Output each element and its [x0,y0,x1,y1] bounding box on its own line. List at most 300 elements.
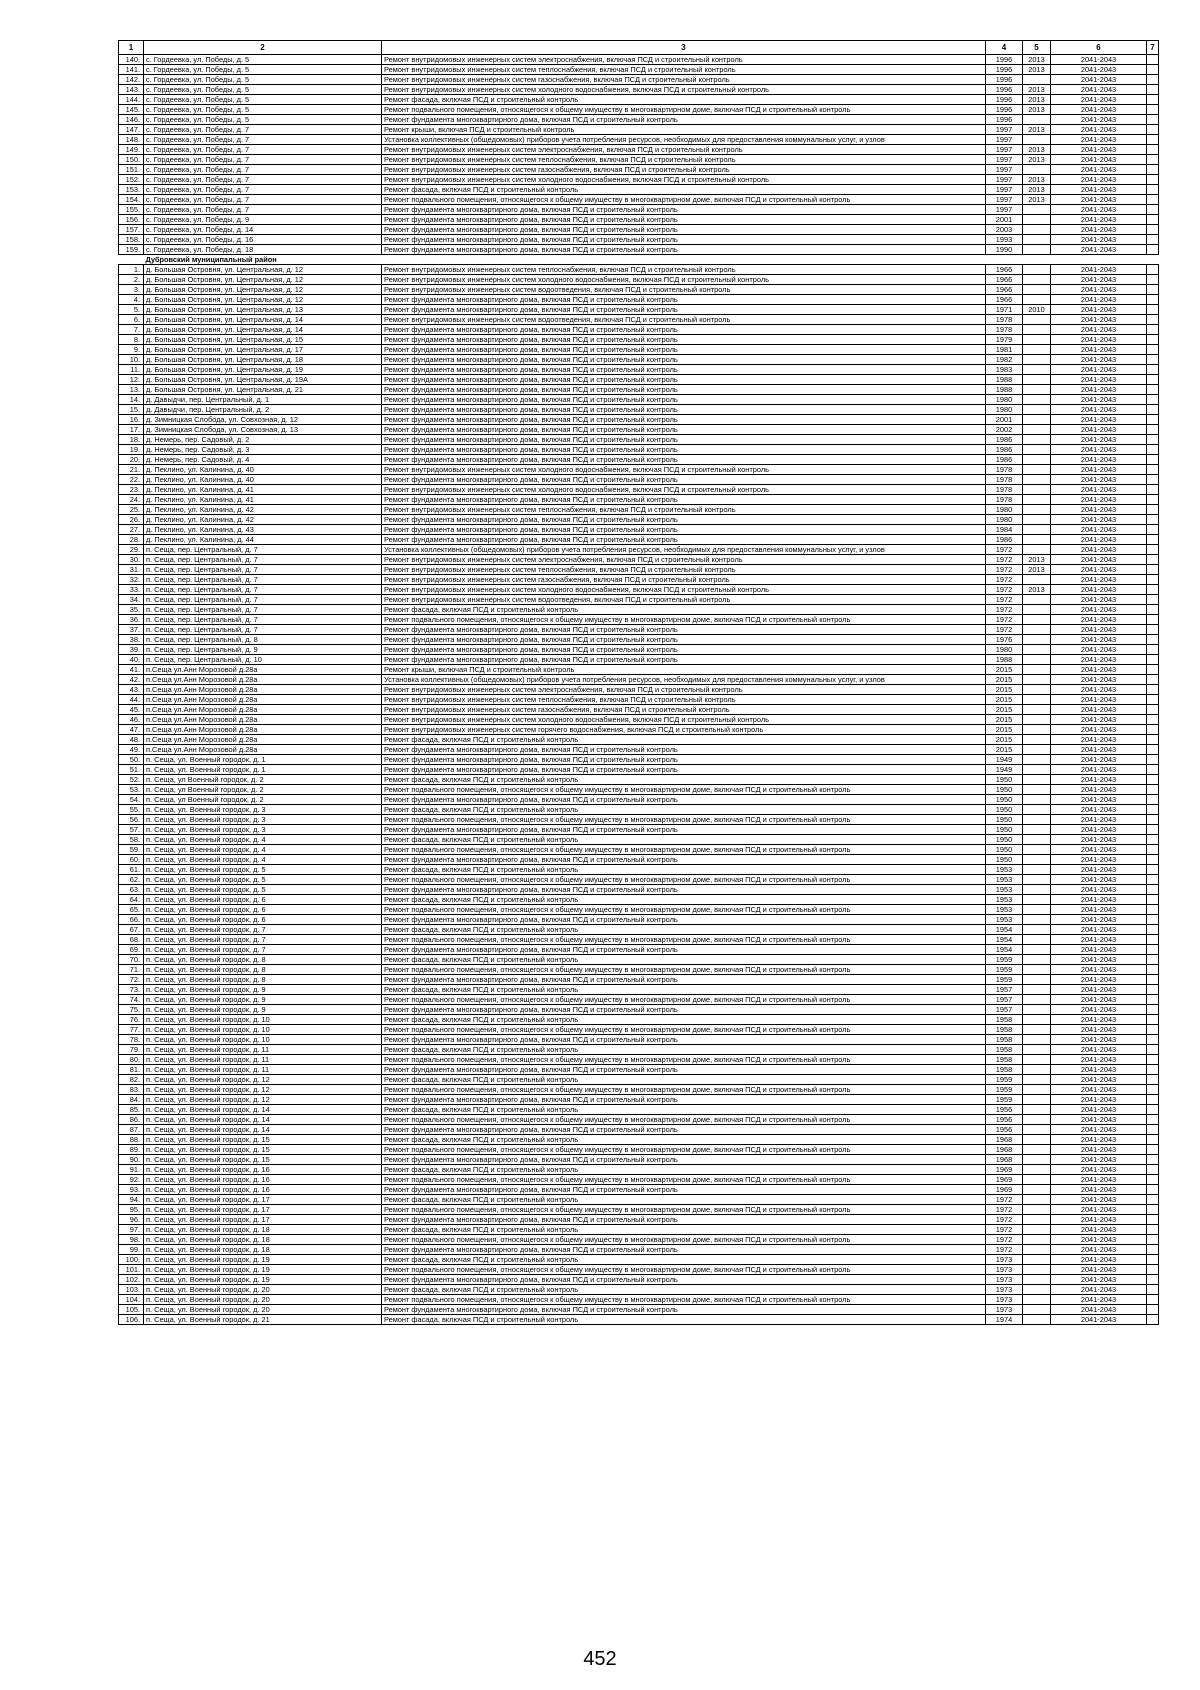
completed-year-cell [1023,385,1051,395]
table-row [119,125,1159,135]
planned-period-cell: 2041-2043 [1051,985,1147,995]
year-cell: 1972 [986,575,1023,585]
planned-period-cell: 2041-2043 [1051,315,1147,325]
planned-period-cell: 2041-2043 [1051,995,1147,1005]
work-type-cell: Ремонт фундамента многоквартирного дома, включая ПСД и строительный контроль [382,405,986,415]
extra-cell [1147,425,1159,435]
year-cell: 1988 [986,375,1023,385]
extra-cell [1147,685,1159,695]
work-type-cell: Ремонт подвального помещения, относящегося к общему имуществу в многоквартирном доме, включая ПСД и строительный контроль [382,965,986,975]
planned-period-cell: 2041-2043 [1051,865,1147,875]
completed-year-cell [1023,405,1051,415]
table-row [119,705,1159,715]
row-number-cell: 90. [119,1155,144,1165]
table-row [119,1235,1159,1245]
completed-year-cell: 2013 [1023,65,1051,75]
completed-year-cell [1023,485,1051,495]
row-number-cell: 92. [119,1175,144,1185]
row-number-cell: 48. [119,735,144,745]
table-row [119,1015,1159,1025]
row-number-cell: 2. [119,275,144,285]
completed-year-cell [1023,695,1051,705]
extra-cell [1147,485,1159,495]
extra-cell [1147,1085,1159,1095]
planned-period-cell: 2041-2043 [1051,1315,1147,1325]
address-cell: п. Сеща, ул. Военный городок, д. 19 [144,1265,382,1275]
extra-cell [1147,475,1159,485]
table-row [119,415,1159,425]
extra-cell [1147,625,1159,635]
extra-cell [1147,385,1159,395]
year-cell: 1969 [986,1185,1023,1195]
address-cell: п.Сеща ул.Анн Морозовой д.28а [144,725,382,735]
row-number-cell: 32. [119,575,144,585]
address-cell: с. Гордеевка, ул. Победы, д. 7 [144,135,382,145]
address-cell: п. Сеща, ул. Военный городок, д. 10 [144,1035,382,1045]
extra-cell [1147,55,1159,65]
planned-period-cell: 2041-2043 [1051,65,1147,75]
row-number-cell: 26. [119,515,144,525]
planned-period-cell: 2041-2043 [1051,125,1147,135]
year-cell: 2015 [986,735,1023,745]
completed-year-cell [1023,885,1051,895]
work-type-cell: Ремонт фасада, включая ПСД и строительный контроль [382,735,986,745]
planned-period-cell: 2041-2043 [1051,325,1147,335]
completed-year-cell [1023,165,1051,175]
table-row [119,765,1159,775]
extra-cell [1147,525,1159,535]
completed-year-cell [1023,415,1051,425]
district-title: Дубровский муниципальный район [144,255,1159,265]
table-row [119,375,1159,385]
work-type-cell: Ремонт фундамента многоквартирного дома, включая ПСД и строительный контроль [382,335,986,345]
table-row [119,995,1159,1005]
extra-cell [1147,375,1159,385]
extra-cell [1147,1145,1159,1155]
address-cell: п. Сеща, ул Военный городок, д. 2 [144,785,382,795]
planned-period-cell: 2041-2043 [1051,415,1147,425]
work-type-cell: Ремонт фасада, включая ПСД и строительный контроль [382,95,986,105]
completed-year-cell: 2013 [1023,175,1051,185]
completed-year-cell [1023,1225,1051,1235]
address-cell: п. Сеща, пер. Центральный, д. 7 [144,585,382,595]
completed-year-cell [1023,1095,1051,1105]
year-cell: 1980 [986,515,1023,525]
year-cell: 1954 [986,945,1023,955]
address-cell: с. Гордеевка, ул. Победы, д. 5 [144,105,382,115]
table-row [119,565,1159,575]
completed-year-cell [1023,1165,1051,1175]
year-cell: 1978 [986,475,1023,485]
address-cell: п. Сеща, ул. Военный городок, д. 21 [144,1315,382,1325]
year-cell: 1959 [986,975,1023,985]
address-cell: п. Сеща, ул. Военный городок, д. 19 [144,1255,382,1265]
address-cell: с. Гордеевка, ул. Победы, д. 9 [144,215,382,225]
address-cell: д. Давыдчи, пер. Центральный, д. 1 [144,395,382,405]
year-cell: 1980 [986,395,1023,405]
address-cell: д. Большая Островня, ул. Центральная, д. 21 [144,385,382,395]
work-type-cell: Ремонт фундамента многоквартирного дома, включая ПСД и строительный контроль [382,755,986,765]
table-row [119,735,1159,745]
extra-cell [1147,115,1159,125]
completed-year-cell [1023,845,1051,855]
extra-cell [1147,575,1159,585]
completed-year-cell [1023,395,1051,405]
year-cell: 1950 [986,855,1023,865]
work-type-cell: Ремонт подвального помещения, относящегося к общему имуществу в многоквартирном доме, включая ПСД и строительный контроль [382,905,986,915]
year-cell: 1990 [986,245,1023,255]
table-row [119,1005,1159,1015]
table-row [119,545,1159,555]
row-number-cell: 70. [119,955,144,965]
year-cell: 1957 [986,985,1023,995]
year-cell: 1988 [986,385,1023,395]
table-row [119,875,1159,885]
completed-year-cell [1023,725,1051,735]
address-cell: с. Гордеевка, ул. Победы, д. 5 [144,95,382,105]
address-cell: п.Сеща ул.Анн Морозовой д.28а [144,705,382,715]
planned-period-cell: 2041-2043 [1051,1045,1147,1055]
year-cell: 1982 [986,355,1023,365]
row-number-cell: 105. [119,1305,144,1315]
address-cell: д. Большая Островня, ул. Центральная, д. 19 [144,365,382,375]
work-type-cell: Ремонт подвального помещения, относящегося к общему имуществу в многоквартирном доме, включая ПСД и строительный контроль [382,785,986,795]
completed-year-cell [1023,825,1051,835]
work-type-cell: Ремонт фундамента многоквартирного дома, включая ПСД и строительный контроль [382,655,986,665]
completed-year-cell: 2013 [1023,95,1051,105]
year-cell: 1972 [986,595,1023,605]
work-type-cell: Ремонт фундамента многоквартирного дома, включая ПСД и строительный контроль [382,515,986,525]
work-type-cell: Ремонт подвального помещения, относящегося к общему имуществу в многоквартирном доме, включая ПСД и строительный контроль [382,615,986,625]
row-number-cell: 18. [119,435,144,445]
row-number-cell: 21. [119,465,144,475]
row-number-cell: 94. [119,1195,144,1205]
table-row [119,725,1159,735]
completed-year-cell [1023,775,1051,785]
completed-year-cell [1023,985,1051,995]
completed-year-cell [1023,1195,1051,1205]
row-number-cell: 80. [119,1055,144,1065]
address-cell: с. Гордеевка, ул. Победы, д. 7 [144,195,382,205]
table-row [119,1055,1159,1065]
row-number-cell: 159. [119,245,144,255]
year-cell: 1950 [986,835,1023,845]
planned-period-cell: 2041-2043 [1051,925,1147,935]
extra-cell [1147,65,1159,75]
planned-period-cell: 2041-2043 [1051,285,1147,295]
planned-period-cell: 2041-2043 [1051,1265,1147,1275]
completed-year-cell [1023,765,1051,775]
address-cell: с. Гордеевка, ул. Победы, д. 14 [144,225,382,235]
work-type-cell: Ремонт фасада, включая ПСД и строительный контроль [382,1105,986,1115]
row-number-cell: 19. [119,445,144,455]
table-row [119,745,1159,755]
planned-period-cell: 2041-2043 [1051,395,1147,405]
year-cell: 1958 [986,1055,1023,1065]
completed-year-cell: 2013 [1023,155,1051,165]
year-cell: 1996 [986,75,1023,85]
work-type-cell: Ремонт внутридомовых инженерных систем теплоснабжения, включая ПСД и строительный контроль [382,155,986,165]
work-type-cell: Ремонт подвального помещения, относящегося к общему имуществу в многоквартирном доме, включая ПСД и строительный контроль [382,1175,986,1185]
row-number-cell: 83. [119,1085,144,1095]
address-cell: п. Сеща, ул. Военный городок, д. 9 [144,1005,382,1015]
work-type-cell: Ремонт подвального помещения, относящегося к общему имуществу в многоквартирном доме, включая ПСД и строительный контроль [382,845,986,855]
row-number-cell: 148. [119,135,144,145]
row-number-cell: 11. [119,365,144,375]
table-row [119,965,1159,975]
table-row [119,215,1159,225]
work-type-cell: Ремонт внутридомовых инженерных систем газоснабжения, включая ПСД и строительный контроль [382,75,986,85]
table-row [119,165,1159,175]
row-number-cell: 106. [119,1315,144,1325]
row-number-cell: 72. [119,975,144,985]
address-cell: п. Сеща, ул. Военный городок, д. 11 [144,1045,382,1055]
planned-period-cell: 2041-2043 [1051,365,1147,375]
work-type-cell: Ремонт фундамента многоквартирного дома, включая ПСД и строительный контроль [382,325,986,335]
address-cell: п. Сеща, пер. Центральный, д. 9 [144,645,382,655]
year-cell: 1973 [986,1255,1023,1265]
table-row [119,1195,1159,1205]
completed-year-cell [1023,865,1051,875]
row-number-cell: 95. [119,1205,144,1215]
planned-period-cell: 2041-2043 [1051,155,1147,165]
planned-period-cell: 2041-2043 [1051,295,1147,305]
address-cell: с. Гордеевка, ул. Победы, д. 7 [144,185,382,195]
address-cell: п. Сеща, ул. Военный городок, д. 18 [144,1225,382,1235]
year-cell: 1972 [986,605,1023,615]
planned-period-cell: 2041-2043 [1051,265,1147,275]
work-type-cell: Ремонт фундамента многоквартирного дома, включая ПСД и строительный контроль [382,945,986,955]
work-type-cell: Ремонт подвального помещения, относящегося к общему имуществу в многоквартирном доме, включая ПСД и строительный контроль [382,875,986,885]
table-row [119,1045,1159,1055]
completed-year-cell [1023,1065,1051,1075]
extra-cell [1147,945,1159,955]
extra-cell [1147,395,1159,405]
extra-cell [1147,635,1159,645]
planned-period-cell: 2041-2043 [1051,695,1147,705]
table-row [119,655,1159,665]
table-row [119,115,1159,125]
address-cell: п.Сеща ул.Анн Морозовой д.28а [144,745,382,755]
year-cell: 1981 [986,345,1023,355]
address-cell: п. Сеща, ул. Военный городок, д. 14 [144,1115,382,1125]
planned-period-cell: 2041-2043 [1051,185,1147,195]
year-cell: 1972 [986,1225,1023,1235]
table-row [119,495,1159,505]
district-row [119,255,1159,265]
completed-year-cell [1023,575,1051,585]
completed-year-cell [1023,665,1051,675]
row-number-cell: 49. [119,745,144,755]
work-type-cell: Ремонт фасада, включая ПСД и строительный контроль [382,895,986,905]
year-cell: 2001 [986,215,1023,225]
header-col-2: 2 [144,41,382,55]
row-number-cell: 147. [119,125,144,135]
address-cell: д. Давыдчи, пер. Центральный, д. 2 [144,405,382,415]
year-cell: 1949 [986,755,1023,765]
completed-year-cell [1023,505,1051,515]
planned-period-cell: 2041-2043 [1051,1105,1147,1115]
extra-cell [1147,745,1159,755]
table-row [119,1175,1159,1185]
planned-period-cell: 2041-2043 [1051,855,1147,865]
address-cell: п. Сеща, ул. Военный городок, д. 9 [144,995,382,1005]
completed-year-cell [1023,1215,1051,1225]
address-cell: п. Сеща, ул. Военный городок, д. 6 [144,895,382,905]
year-cell: 1997 [986,165,1023,175]
completed-year-cell [1023,615,1051,625]
planned-period-cell: 2041-2043 [1051,235,1147,245]
table-row [119,1155,1159,1165]
extra-cell [1147,755,1159,765]
table-row [119,645,1159,655]
row-number-cell: 41. [119,665,144,675]
year-cell: 1949 [986,765,1023,775]
planned-period-cell: 2041-2043 [1051,595,1147,605]
address-cell: п. Сеща, ул Военный городок, д. 2 [144,795,382,805]
planned-period-cell: 2041-2043 [1051,895,1147,905]
completed-year-cell [1023,445,1051,455]
work-type-cell: Ремонт фундамента многоквартирного дома, включая ПСД и строительный контроль [382,1245,986,1255]
row-number-cell: 15. [119,405,144,415]
table-row [119,585,1159,595]
address-cell: д. Большая Островня, ул. Центральная, д. 17 [144,345,382,355]
row-number-cell: 31. [119,565,144,575]
table-row [119,405,1159,415]
planned-period-cell: 2041-2043 [1051,305,1147,315]
completed-year-cell [1023,855,1051,865]
completed-year-cell [1023,735,1051,745]
work-type-cell: Ремонт подвального помещения, относящегося к общему имуществу в многоквартирном доме, включая ПСД и строительный контроль [382,815,986,825]
row-number-cell: 20. [119,455,144,465]
row-number-cell: 63. [119,885,144,895]
table-row [119,1185,1159,1195]
year-cell: 1958 [986,1035,1023,1045]
table-row [119,1265,1159,1275]
row-number-cell: 33. [119,585,144,595]
planned-period-cell: 2041-2043 [1051,485,1147,495]
row-number-cell: 79. [119,1045,144,1055]
extra-cell [1147,155,1159,165]
row-number-cell: 73. [119,985,144,995]
work-type-cell: Ремонт подвального помещения, относящегося к общему имуществу в многоквартирном доме, включая ПСД и строительный контроль [382,1265,986,1275]
table-row [119,575,1159,585]
district-section [119,255,1159,265]
work-type-cell: Ремонт фундамента многоквартирного дома, включая ПСД и строительный контроль [382,765,986,775]
table-row [119,595,1159,605]
completed-year-cell [1023,1115,1051,1125]
year-cell: 1953 [986,875,1023,885]
table-row [119,95,1159,105]
extra-cell [1147,805,1159,815]
year-cell: 1953 [986,885,1023,895]
completed-year-cell [1023,225,1051,235]
completed-year-cell [1023,935,1051,945]
table-row [119,525,1159,535]
table-row [119,625,1159,635]
completed-year-cell [1023,745,1051,755]
work-type-cell: Ремонт внутридомовых инженерных систем газоснабжения, включая ПСД и строительный контроль [382,705,986,715]
row-number-cell: 141. [119,65,144,75]
completed-year-cell [1023,535,1051,545]
table-row [119,665,1159,675]
planned-period-cell: 2041-2043 [1051,115,1147,125]
work-type-cell: Ремонт фундамента многоквартирного дома, включая ПСД и строительный контроль [382,215,986,225]
completed-year-cell [1023,435,1051,445]
year-cell: 2015 [986,695,1023,705]
extra-cell [1147,1065,1159,1075]
table-row [119,685,1159,695]
year-cell: 1958 [986,1045,1023,1055]
table-row [119,315,1159,325]
address-cell: п. Сеща, ул. Военный городок, д. 8 [144,965,382,975]
completed-year-cell [1023,365,1051,375]
extra-cell [1147,535,1159,545]
row-number-cell: 4. [119,295,144,305]
table-row [119,985,1159,995]
extra-cell [1147,235,1159,245]
address-cell: п. Сеща, ул. Военный городок, д. 20 [144,1295,382,1305]
work-type-cell: Ремонт фундамента многоквартирного дома, включая ПСД и строительный контроль [382,635,986,645]
address-cell: п.Сеща ул.Анн Морозовой д.28а [144,735,382,745]
work-type-cell: Ремонт фундамента многоквартирного дома, включая ПСД и строительный контроль [382,225,986,235]
extra-cell [1147,585,1159,595]
extra-cell [1147,995,1159,1005]
work-type-cell: Ремонт внутридомовых инженерных систем теплоснабжения, включая ПСД и строительный контроль [382,265,986,275]
address-cell: п. Сеща, пер. Центральный, д. 7 [144,595,382,605]
table-row [119,515,1159,525]
row-number-cell: 66. [119,915,144,925]
table-row [119,475,1159,485]
row-number-cell: 102. [119,1275,144,1285]
completed-year-cell [1023,815,1051,825]
year-cell: 1978 [986,495,1023,505]
work-type-cell: Ремонт внутридомовых инженерных систем водоотведения, включая ПСД и строительный контроль [382,285,986,295]
row-number-cell: 3. [119,285,144,295]
row-number-cell: 100. [119,1255,144,1265]
year-cell: 1997 [986,195,1023,205]
planned-period-cell: 2041-2043 [1051,915,1147,925]
address-cell: п. Сеща, пер. Центральный, д. 7 [144,615,382,625]
extra-cell [1147,415,1159,425]
year-cell: 1950 [986,815,1023,825]
address-cell: п. Сеща, ул. Военный городок, д. 16 [144,1175,382,1185]
work-type-cell: Ремонт фундамента многоквартирного дома, включая ПСД и строительный контроль [382,475,986,485]
work-type-cell: Ремонт внутридомовых инженерных систем холодного водоснабжения, включая ПСД и строительный контроль [382,275,986,285]
planned-period-cell: 2041-2043 [1051,1075,1147,1085]
extra-cell [1147,295,1159,305]
header-row [119,41,1159,55]
table-row [119,795,1159,805]
address-cell: д. Большая Островня, ул. Центральная, д. 13 [144,305,382,315]
completed-year-cell [1023,705,1051,715]
completed-year-cell [1023,135,1051,145]
extra-cell [1147,765,1159,775]
table-row [119,195,1159,205]
planned-period-cell: 2041-2043 [1051,375,1147,385]
work-type-cell: Ремонт внутридомовых инженерных систем водоотведения, включая ПСД и строительный контроль [382,595,986,605]
row-number-cell: 16. [119,415,144,425]
completed-year-cell [1023,645,1051,655]
address-cell: п. Сеща, ул. Военный городок, д. 5 [144,875,382,885]
row-number-cell: 8. [119,335,144,345]
address-cell: д. Пеклино, ул. Калинина, д. 40 [144,465,382,475]
table-row [119,65,1159,75]
completed-year-cell [1023,545,1051,555]
address-cell: п. Сеща, ул. Военный городок, д. 3 [144,805,382,815]
year-cell: 2001 [986,415,1023,425]
planned-period-cell: 2041-2043 [1051,355,1147,365]
